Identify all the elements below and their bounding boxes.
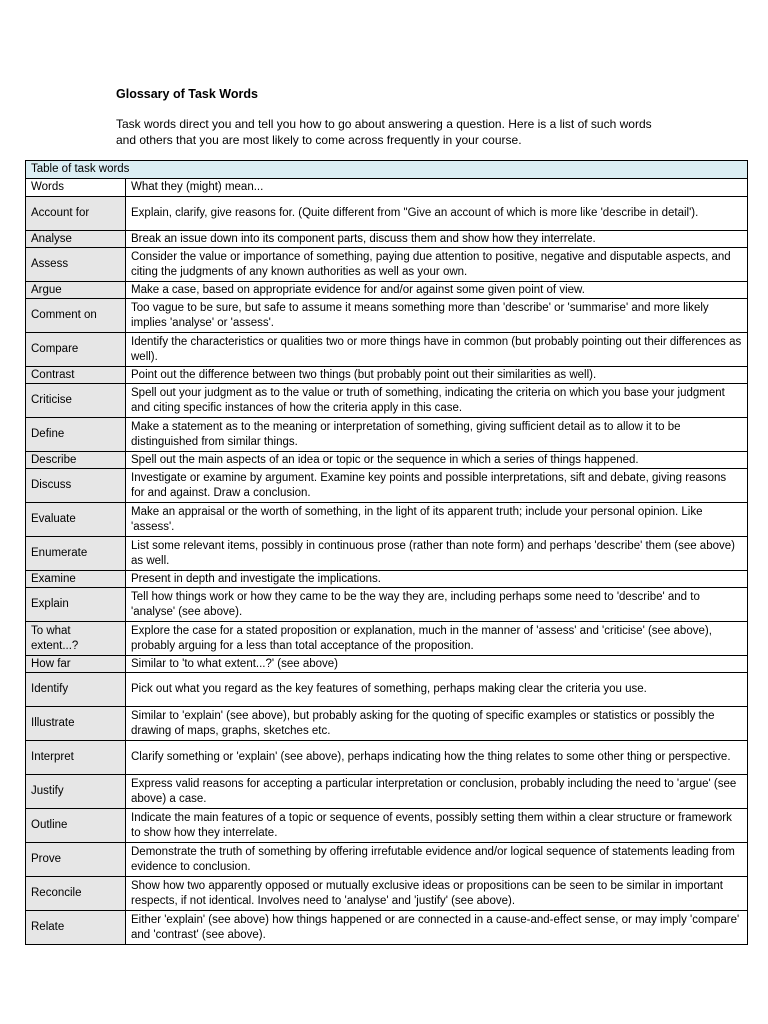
task-word-meaning: Similar to 'to what extent...?' (see above) <box>126 656 748 673</box>
task-word-meaning: Explain, clarify, give reasons for. (Quite different from "Give an account of which is more like 'describe in detail'). <box>126 197 748 231</box>
task-word: Comment on <box>26 299 126 333</box>
task-word-meaning: Clarify something or 'explain' (see above), perhaps indicating how the thing relates to some other thing or perspective. <box>126 741 748 775</box>
task-word: Enumerate <box>26 537 126 571</box>
table-row <box>26 384 748 418</box>
task-word-meaning: List some relevant items, possibly in continuous prose (rather than note form) and perhaps 'describe' them (see above) as well. <box>126 537 748 571</box>
table-row <box>26 877 748 911</box>
table-row <box>26 537 748 571</box>
task-word-meaning: Indicate the main features of a topic or sequence of events, possibly setting them within a clear structure or framework to show how they interrelate. <box>126 809 748 843</box>
table-header-row <box>26 179 748 197</box>
table-row <box>26 775 748 809</box>
task-word-meaning: Tell how things work or how they came to be the way they are, including perhaps some need to 'describe' and to 'analyse' (see above). <box>126 588 748 622</box>
task-word: Criticise <box>26 384 126 418</box>
table-row <box>26 622 748 656</box>
table-row <box>26 452 748 469</box>
table-row <box>26 231 748 248</box>
task-word-meaning: Either 'explain' (see above) how things happened or are connected in a cause-and-effect sense, or may imply 'compare' and 'contrast' (see above). <box>126 911 748 945</box>
table-row <box>26 333 748 367</box>
task-word: Assess <box>26 248 126 282</box>
task-word-meaning: Demonstrate the truth of something by offering irrefutable evidence and/or logical sequence of statements leading from evidence to conclusion. <box>126 843 748 877</box>
task-word-meaning: Similar to 'explain' (see above), but probably asking for the quoting of specific examples or statistics or possibly the drawing of maps, graphs, sketches etc. <box>126 707 748 741</box>
table-row <box>26 656 748 673</box>
task-word: How far <box>26 656 126 673</box>
table-row <box>26 503 748 537</box>
task-word: Illustrate <box>26 707 126 741</box>
task-word-meaning: Spell out the main aspects of an idea or topic or the sequence in which a series of things happened. <box>126 452 748 469</box>
table-row <box>26 707 748 741</box>
task-word-meaning: Present in depth and investigate the implications. <box>126 571 748 588</box>
task-word: Account for <box>26 197 126 231</box>
table-row <box>26 248 748 282</box>
task-word-meaning: Make an appraisal or the worth of something, in the light of its apparent truth; include your personal opinion. Like 'assess'. <box>126 503 748 537</box>
task-word-meaning: Point out the difference between two things (but probably point out their similarities as well). <box>126 367 748 384</box>
table-row <box>26 911 748 945</box>
header-meaning: What they (might) mean... <box>126 179 748 197</box>
task-word-meaning: Make a statement as to the meaning or interpretation of something, giving sufficient detail as to allow it to be distinguished from similar things. <box>126 418 748 452</box>
task-word: Interpret <box>26 741 126 775</box>
table-row <box>26 299 748 333</box>
task-word: Compare <box>26 333 126 367</box>
table-caption-row <box>26 161 748 179</box>
table-row <box>26 588 748 622</box>
task-word: Analyse <box>26 231 126 248</box>
task-word-meaning: Explore the case for a stated proposition or explanation, much in the manner of 'assess' and 'criticise' (see above), probably arguing for a less than total acceptance of the proposition. <box>126 622 748 656</box>
table-row <box>26 741 748 775</box>
table-row <box>26 418 748 452</box>
table-row <box>26 809 748 843</box>
task-word: Discuss <box>26 469 126 503</box>
task-word-meaning: Make a case, based on appropriate evidence for and/or against some given point of view. <box>126 282 748 299</box>
task-word: Evaluate <box>26 503 126 537</box>
task-word: Identify <box>26 673 126 707</box>
task-word-meaning: Identify the characteristics or qualities two or more things have in common (but probably pointing out their differences as well). <box>126 333 748 367</box>
table-row <box>26 673 748 707</box>
task-word: Define <box>26 418 126 452</box>
table-row <box>26 197 748 231</box>
task-word-meaning: Pick out what you regard as the key features of something, perhaps making clear the criteria you use. <box>126 673 748 707</box>
task-word: Explain <box>26 588 126 622</box>
task-word: Prove <box>26 843 126 877</box>
intro-paragraph: Task words direct you and tell you how to go about answering a question. Here is a list of such words and others that you are most likely to come across frequently in your course. <box>116 117 652 147</box>
task-word-meaning: Investigate or examine by argument. Examine key points and possible interpretations, sift and debate, giving reasons for and against. Draw a conclusion. <box>126 469 748 503</box>
task-word: Describe <box>26 452 126 469</box>
task-word: Justify <box>26 775 126 809</box>
task-word: Outline <box>26 809 126 843</box>
task-word-meaning: Consider the value or importance of something, paying due attention to positive, negative and disputable aspects, and citing the judgments of any known authorities as well as your own. <box>126 248 748 282</box>
table-caption: Table of task words <box>26 161 748 179</box>
task-word-meaning: Spell out your judgment as to the value or truth of something, indicating the criteria on which you base your judgment and citing specific instances of how the criteria apply in this case. <box>126 384 748 418</box>
task-word: Examine <box>26 571 126 588</box>
task-word: Argue <box>26 282 126 299</box>
task-word-meaning: Show how two apparently opposed or mutually exclusive ideas or propositions can be seen to be similar in important respects, if not identical. Involves need to 'analyse' and 'justify' (see above). <box>126 877 748 911</box>
table-row <box>26 843 748 877</box>
task-word: Relate <box>26 911 126 945</box>
task-word-meaning: Break an issue down into its component parts, discuss them and show how they interrelate. <box>126 231 748 248</box>
table-row <box>26 571 748 588</box>
page-title: Glossary of Task Words <box>116 87 258 101</box>
table-row <box>26 469 748 503</box>
task-word-meaning: Too vague to be sure, but safe to assume it means something more than 'describe' or 'summarise' and more likely implies 'analyse' or 'assess'. <box>126 299 748 333</box>
task-word: Contrast <box>26 367 126 384</box>
task-word-meaning: Express valid reasons for accepting a particular interpretation or conclusion, probably including the need to 'argue' (see above) a case. <box>126 775 748 809</box>
task-words-table <box>25 160 748 945</box>
table-row <box>26 282 748 299</box>
table-body <box>26 197 748 945</box>
task-word: Reconcile <box>26 877 126 911</box>
table-row <box>26 367 748 384</box>
task-word: To what extent...? <box>26 622 126 656</box>
header-words: Words <box>26 179 126 197</box>
